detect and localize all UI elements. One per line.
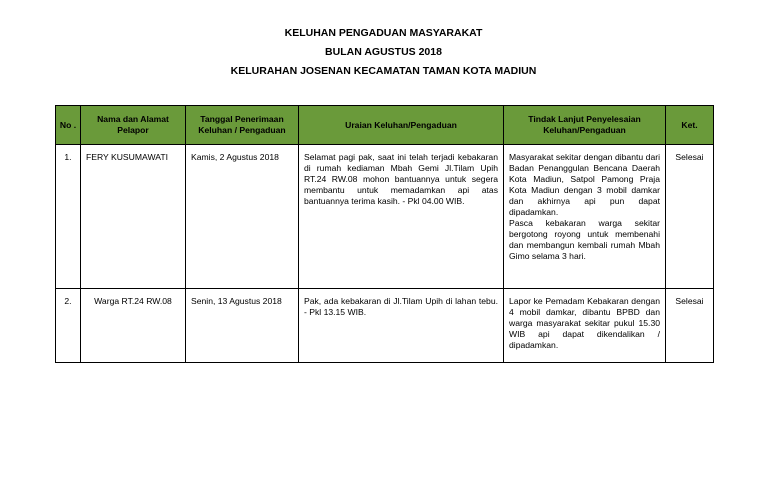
row-pelapor: Warga RT.24 RW.08 <box>81 289 186 363</box>
tindak-lanjut-paragraph: Lapor ke Pemadam Kebakaran dengan 4 mobil damkar, dibantu BPBD dan warga masyarakat sekitar pukul 15.30 WIB api dapat dikendalikan / dipadamkan. <box>509 296 660 350</box>
header-tanggal: Tanggal Penerimaan Keluhan / Pengaduan <box>186 106 299 145</box>
table-row <box>56 145 714 289</box>
document-title-block <box>0 27 767 84</box>
row-uraian: Selamat pagi pak, saat ini telah terjadi kebakaran di rumah kediaman Mbah Gemi Jl.Tilam Upih RT.24 RW.08 mohon bantuannya untuk segera membantu untuk memadamkan api atas bantuannya terima kasih. - Pkl 04.00 WIB. <box>299 145 504 289</box>
row-ket: Selesai <box>666 145 714 289</box>
header-ket: Ket. <box>666 106 714 145</box>
tindak-lanjut-paragraph: Pasca kebakaran warga sekitar bergotong royong untuk membenahi dan membangun kembali rumah Mbah Gimo selama 3 hari. <box>509 218 660 261</box>
complaints-table <box>55 105 714 363</box>
header-no: No . <box>56 106 81 145</box>
table-row <box>56 289 714 363</box>
header-pelapor: Nama dan Alamat Pelapor <box>81 106 186 145</box>
header-tindak-lanjut: Tindak Lanjut Penyelesaian Keluhan/Pengaduan <box>504 106 666 145</box>
title-line-3: KELURAHAN JOSENAN KECAMATAN TAMAN KOTA MADIUN <box>230 65 537 77</box>
title-line-2: BULAN AGUSTUS 2018 <box>325 46 442 58</box>
header-uraian: Uraian Keluhan/Pengaduan <box>299 106 504 145</box>
row-tanggal: Kamis, 2 Agustus 2018 <box>186 145 299 289</box>
table-header-row <box>56 106 714 145</box>
title-line-1: KELUHAN PENGADUAN MASYARAKAT <box>284 27 483 39</box>
row-ket: Selesai <box>666 289 714 363</box>
row-tindak-lanjut <box>504 289 666 363</box>
row-tanggal: Senin, 13 Agustus 2018 <box>186 289 299 363</box>
row-tindak-lanjut <box>504 145 666 289</box>
row-uraian: Pak, ada kebakaran di Jl.Tilam Upih di lahan tebu. - Pkl 13.15 WIB. <box>299 289 504 363</box>
row-no: 2. <box>56 289 81 363</box>
row-no: 1. <box>56 145 81 289</box>
row-pelapor: FERY KUSUMAWATI <box>81 145 186 289</box>
tindak-lanjut-paragraph: Masyarakat sekitar dengan dibantu dari Badan Penanggulan Bencana Daerah Kota Madiun, Satpol Pamong Praja Kota Madiun dengan 3 mobil damkar dan akhirnya api pun dapat dipadamkan. <box>509 152 660 217</box>
